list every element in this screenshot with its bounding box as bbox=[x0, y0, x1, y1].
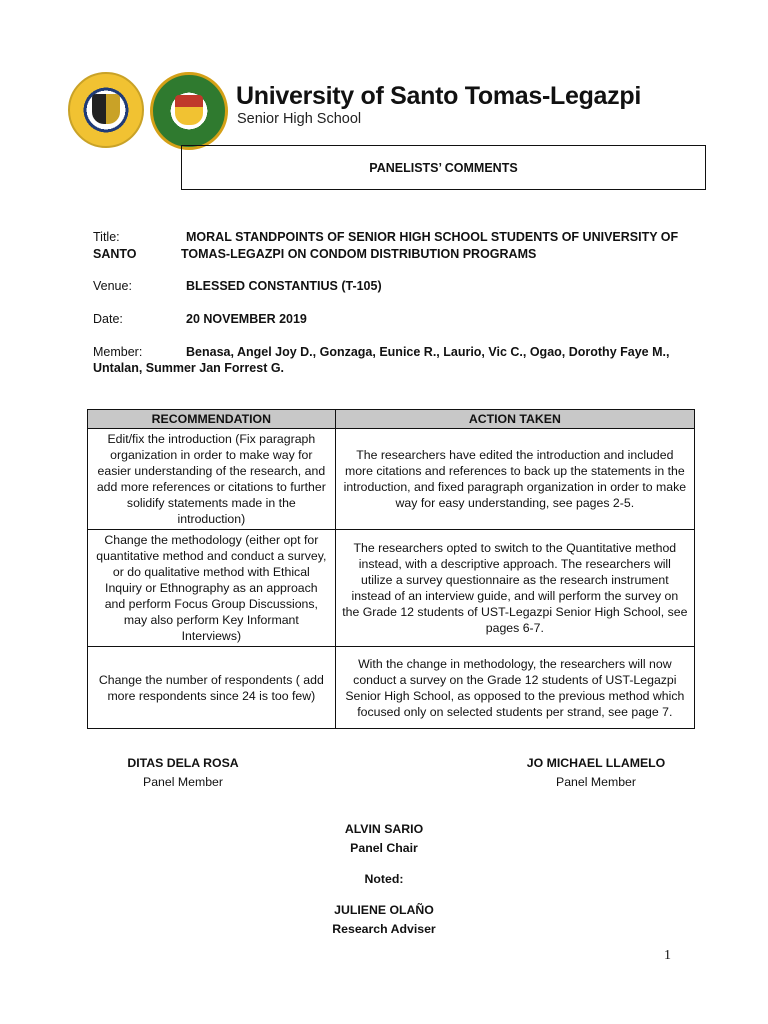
signatory-name: JULIENE OLAÑO bbox=[334, 903, 434, 917]
venue-label: Venue: bbox=[93, 279, 132, 293]
action-cell: The researchers have edited the introduction and included more citations and references to back up the statements in the introduction, and fixed paragraph organization in order to make way for easy understanding, see pages 2-5. bbox=[335, 429, 694, 530]
signatory-name: ALVIN SARIO bbox=[344, 822, 424, 836]
school-name: Senior High School bbox=[237, 111, 362, 127]
signatory-left bbox=[93, 754, 273, 792]
signatory-role: Panel Chair bbox=[350, 841, 418, 855]
seal-crest-icon bbox=[175, 95, 203, 125]
recommendations-table bbox=[87, 409, 695, 729]
noted-label bbox=[294, 870, 474, 889]
table-row bbox=[88, 429, 695, 530]
action-taken-header: ACTION TAKEN bbox=[335, 410, 694, 429]
members-line2: Untalan, Summer Jan Forrest G. bbox=[93, 361, 285, 375]
title-label: Title: bbox=[93, 230, 120, 244]
seal-shield-icon bbox=[92, 94, 120, 124]
research-adviser bbox=[294, 901, 474, 939]
signatory-name: JO MICHAEL LLAMELO bbox=[526, 756, 666, 770]
page-number: 1 bbox=[664, 948, 671, 963]
noted-text: Noted: bbox=[364, 872, 404, 886]
signatory-role: Panel Member bbox=[143, 775, 223, 789]
panel-chair bbox=[294, 820, 474, 858]
university-seal-logo bbox=[68, 72, 144, 148]
action-cell: With the change in methodology, the researchers will now conduct a survey on the Grade 12 students of UST-Legazpi Senior High School, as opposed to the previous method which focused only on selected students per strand, see page 7. bbox=[335, 647, 694, 729]
recommendation-cell: Change the methodology (either opt for quantitative method and conduct a survey, or do qualitative method with Ethical Inquiry or Ethnography as an approach and perform Focus Group Discussions, may also perform Key Informant Interviews) bbox=[88, 530, 336, 647]
signatory-role: Panel Member bbox=[556, 775, 636, 789]
date-value: 20 NOVEMBER 2019 bbox=[186, 312, 307, 326]
signatory-name: DITAS DELA ROSA bbox=[127, 756, 239, 770]
document-title-box bbox=[181, 145, 706, 190]
member-label: Member: bbox=[93, 345, 143, 359]
signatory-role: Research Adviser bbox=[332, 922, 436, 936]
table-row bbox=[88, 647, 695, 729]
recommendation-cell: Change the number of respondents ( add more respondents since 24 is too few) bbox=[88, 647, 336, 729]
title-value-word: SANTO bbox=[93, 247, 137, 261]
recommendation-cell: Edit/fix the introduction (Fix paragraph organization in order to make way for easier understanding of the research, and add more references or citations to further solidify statements made in the introduction) bbox=[88, 429, 336, 530]
table-row bbox=[88, 530, 695, 647]
table-header-row bbox=[88, 410, 695, 429]
university-name: University of Santo Tomas-Legazpi bbox=[236, 82, 641, 110]
senior-high-school-seal-logo bbox=[150, 72, 228, 150]
title-value-line2: TOMAS-LEGAZPI ON CONDOM DISTRIBUTION PROGRAMS bbox=[181, 247, 537, 261]
document-title: PANELISTS’ COMMENTS bbox=[369, 160, 518, 175]
title-value-line1: MORAL STANDPOINTS OF SENIOR HIGH SCHOOL STUDENTS OF UNIVERSITY OF bbox=[186, 230, 679, 244]
signatory-right bbox=[506, 754, 686, 792]
date-label: Date: bbox=[93, 312, 123, 326]
action-cell: The researchers opted to switch to the Quantitative method instead, with a descriptive approach. The researchers will utilize a survey questionnaire as the research instrument instead of an interview guide, and will perform the survey on the Grade 12 students of UST-Legazpi Senior High School, see pages 6-7. bbox=[335, 530, 694, 647]
members-line1: Benasa, Angel Joy D., Gonzaga, Eunice R., Laurio, Vic C., Ogao, Dorothy Faye M., bbox=[186, 345, 670, 359]
venue-value: BLESSED CONSTANTIUS (T-105) bbox=[186, 279, 382, 293]
recommendation-header: RECOMMENDATION bbox=[88, 410, 336, 429]
